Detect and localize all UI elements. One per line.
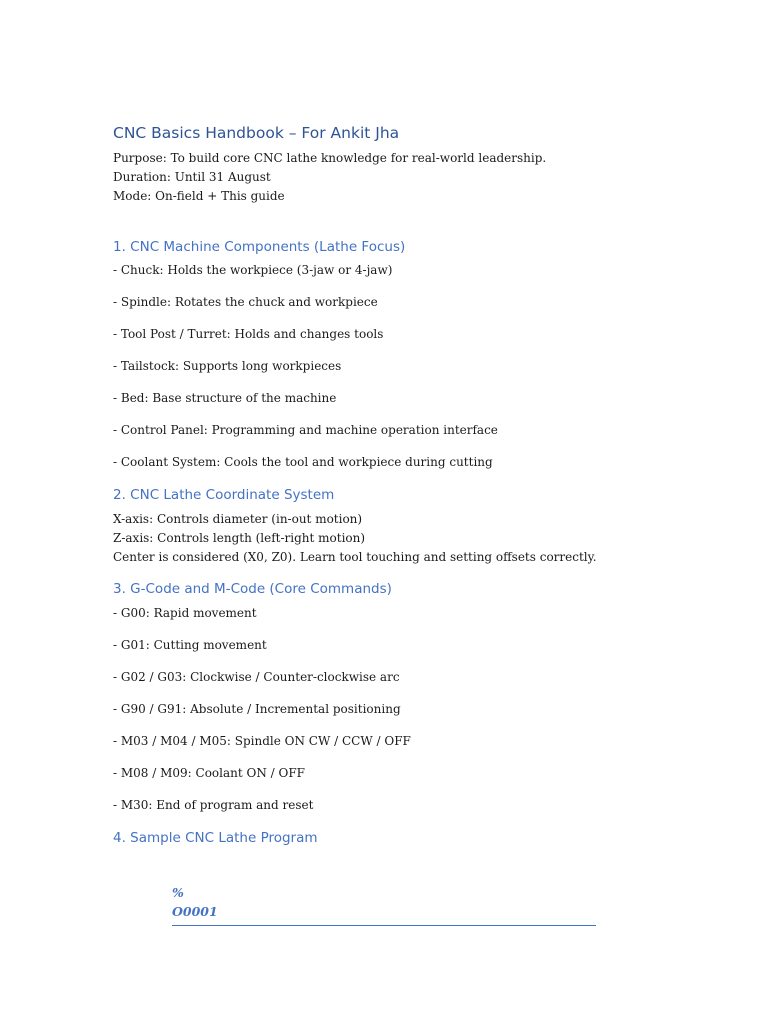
- list-item: Z-axis: Controls length (left-right motion): [113, 531, 366, 545]
- code-block-underline: [172, 925, 596, 926]
- list-item: - Chuck: Holds the workpiece (3-jaw or 4-jaw): [113, 263, 393, 277]
- intro-mode: Mode: On-field + This guide: [113, 189, 285, 203]
- list-item: - G01: Cutting movement: [113, 638, 267, 652]
- list-item: - Tailstock: Supports long workpieces: [113, 359, 342, 373]
- list-item: - Bed: Base structure of the machine: [113, 391, 337, 405]
- section-heading-gcode: 3. G-Code and M-Code (Core Commands): [113, 581, 392, 597]
- section-heading-coordinates: 2. CNC Lathe Coordinate System: [113, 487, 335, 503]
- list-item: - G02 / G03: Clockwise / Counter-clockwise arc: [113, 670, 400, 684]
- list-item: - Tool Post / Turret: Holds and changes tools: [113, 327, 384, 341]
- code-line: %: [172, 885, 184, 900]
- list-item: - G90 / G91: Absolute / Incremental positioning: [113, 702, 401, 716]
- document-title: CNC Basics Handbook – For Ankit Jha: [113, 124, 400, 142]
- section-heading-components: 1. CNC Machine Components (Lathe Focus): [113, 239, 406, 255]
- intro-purpose: Purpose: To build core CNC lathe knowledge for real-world leadership.: [113, 151, 547, 165]
- list-item: - Coolant System: Cools the tool and workpiece during cutting: [113, 455, 493, 469]
- code-line: O0001: [172, 904, 218, 919]
- list-item: - M03 / M04 / M05: Spindle ON CW / CCW / OFF: [113, 734, 411, 748]
- list-item: Center is considered (X0, Z0). Learn tool touching and setting offsets correctly.: [113, 550, 597, 564]
- intro-duration: Duration: Until 31 August: [113, 170, 271, 184]
- section-heading-sample-program: 4. Sample CNC Lathe Program: [113, 830, 318, 846]
- list-item: - Control Panel: Programming and machine operation interface: [113, 423, 498, 437]
- list-item: - Spindle: Rotates the chuck and workpiece: [113, 295, 378, 309]
- list-item: - M30: End of program and reset: [113, 798, 314, 812]
- list-item: X-axis: Controls diameter (in-out motion): [113, 512, 363, 526]
- list-item: - G00: Rapid movement: [113, 606, 257, 620]
- list-item: - M08 / M09: Coolant ON / OFF: [113, 766, 305, 780]
